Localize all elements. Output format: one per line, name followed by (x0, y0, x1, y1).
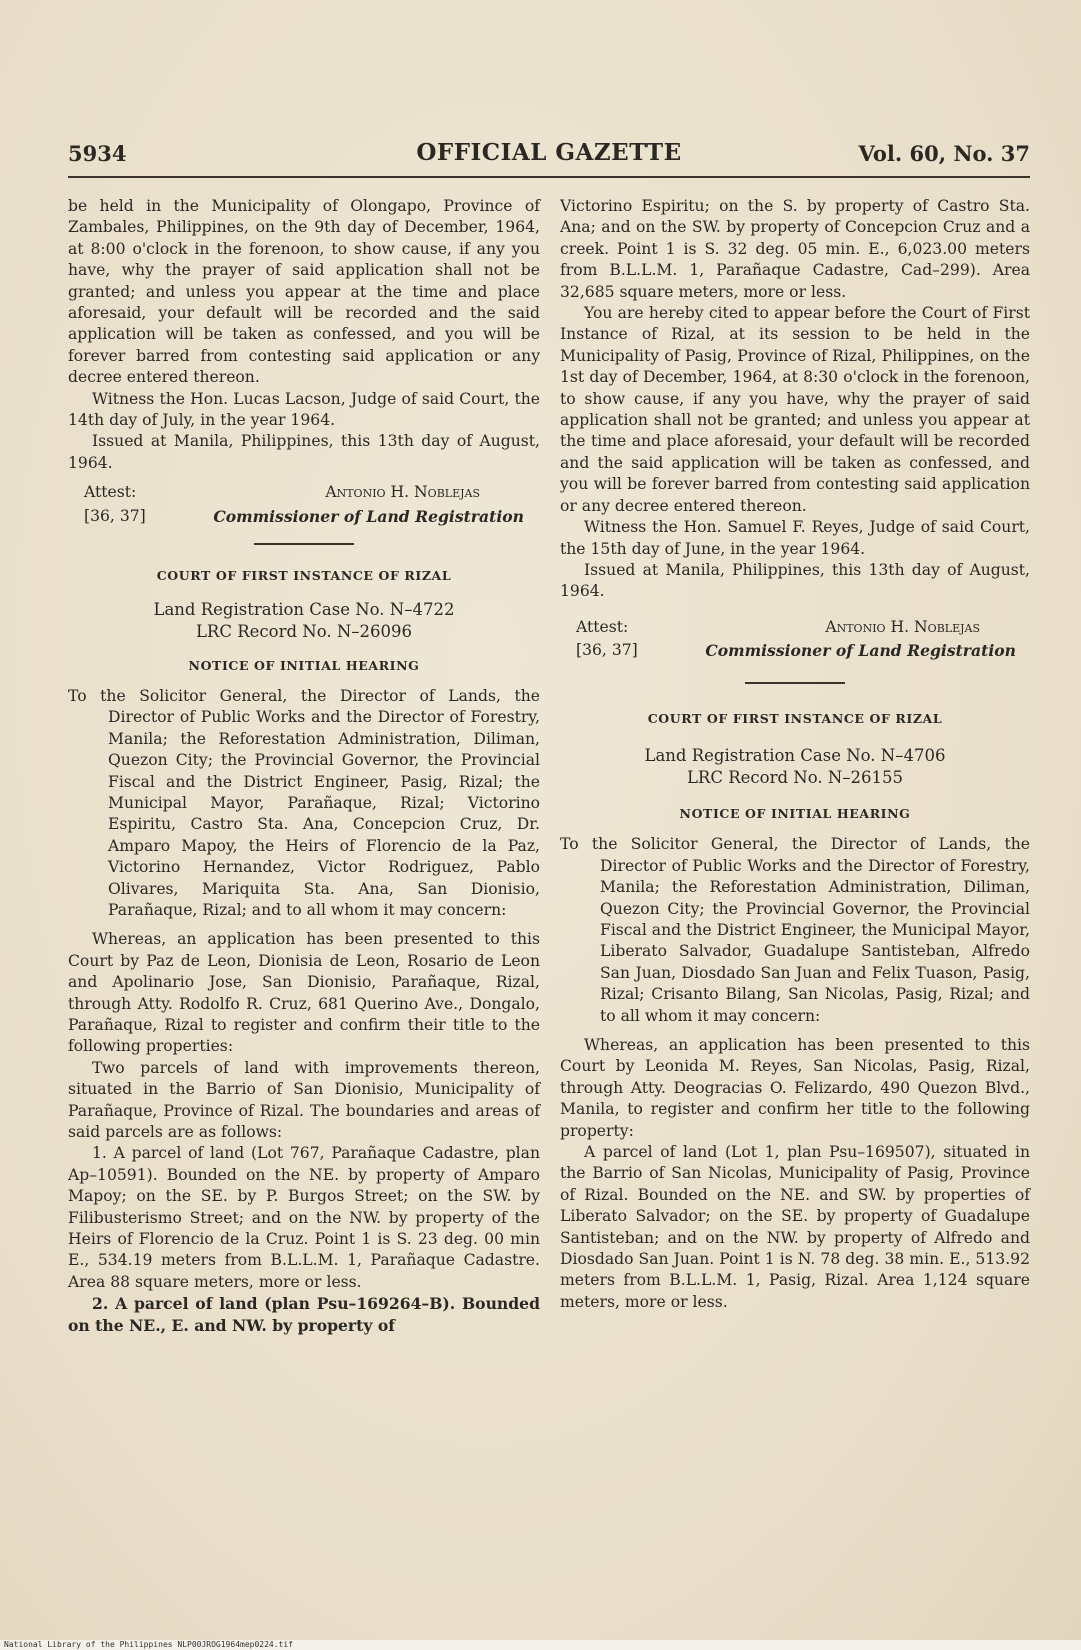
citation-paragraph: You are hereby cited to appear before the Court of First Instance of Rizal, at its session to be held in the Municipality of Pasig, Province of Rizal, Philippines, on the 1st day of December, 1964, at 8:30 o'clock in the forenoon, to show cause, if any you have, why the prayer of said application shall not be granted; and unless you appear at the time and place aforesaid, your default will be recorded and the said application will be taken as confessed, and you will be forever barred from contesting said application or any decree entered thereon. (560, 304, 1030, 515)
attestation (68, 482, 540, 527)
witness-paragraph: Witness the Hon. Lucas Lacson, Judge of said Court, the 14th day of July, in the year 1964. (68, 389, 540, 430)
commissioner-title: Commissioner of Land Registration (213, 506, 524, 526)
section-divider (254, 543, 354, 545)
scan-caption: National Library of the Philippines NLP00JROG1964mep0224.tif (4, 1640, 293, 1649)
lrc-record: LRC Record No. N–26096 (195, 621, 413, 641)
lrc-record: LRC Record No. N–26155 (686, 767, 904, 787)
addressees-paragraph: To the Solicitor General, the Director of Lands, the Director of Public Works and the Director of Forestry, Manila; the Reforestation Administration, Diliman, Quezon City; the Provincial Governor, the Provincial Fiscal and the District Engineer, Pasig, Rizal; the Municipal Mayor, Parañaque, Rizal; Victorino Espiritu, Castro Sta. Ana, Concepcion Cruz, Dr. Amparo Mapoy, the Heirs of Florencio de la Paz, Victorino Hernandez, Victor Rodriguez, Pablo Olivares, Mariquita Sta. Ana, San Dionisio, Parañaque, Rizal; and to all whom it may concern: (68, 686, 540, 919)
volume-number: Vol. 60, No. 37 (858, 141, 1030, 166)
page-header (68, 137, 1030, 171)
attestation (560, 617, 1030, 662)
whereas-paragraph: Whereas, an application has been presented to this Court by Paz de Leon, Dionisia de Leon, Rosario de Leon and Apolinario Jose, San Dionisio, Parañaque, Rizal, through Atty. Rodolfo R. Cruz, 681 Querino Ave., Dongalo, Parañaque, Rizal to register and confirm their title to the following properties: (68, 930, 540, 1056)
attest-label: Attest: (84, 483, 137, 502)
case-number: Land Registration Case No. N–4706 (644, 745, 946, 765)
scan-footer (0, 1640, 1081, 1650)
issued-paragraph: Issued at Manila, Philippines, this 13th day of August, 1964. (560, 560, 1030, 601)
parcel-description: A parcel of land (Lot 1, plan Psu–169507), situated in the Barrio of San Nicolas, Municipality of Pasig, Province of Rizal. Bounded on the NE. and SW. by properties of Liberato Salvador; on the SE. by property of Guadalupe Santisteban; and on the NW. by property of Alfredo and Diosdado San Juan. Point 1 is N. 78 deg. 38 min. E., 513.92 meters from B.L.L.M. 1, Pasig, Rizal. Area 1,124 square meters, more or less. (560, 1143, 1030, 1311)
continued-paragraph: be held in the Municipality of Olongapo, Province of Zambales, Philippines, on the 9th day of December, 1964, at 8:00 o'clock in the forenoon, to show cause, if any you have, why the prayer of said application shall not be granted; and unless you appear at the time and place aforesaid, your default will be recorded and the said application will be taken as confessed, and you will be forever barred from contesting said application or any decree entered thereon. (68, 197, 540, 387)
attest-label: Attest: (576, 617, 629, 636)
parcel-two: 2. A parcel of land (plan Psu–169264–B). Bounded on the NE., E. and NW. by property of (68, 1294, 540, 1335)
left-column (68, 196, 540, 1336)
section-divider (745, 682, 845, 684)
publication-title: OFFICIAL GAZETTE (416, 139, 682, 166)
notice-heading: NOTICE OF INITIAL HEARING (188, 657, 420, 673)
addressees-paragraph: To the Solicitor General, the Director of Lands, the Director of Public Works and the Director of Forestry, Manila; the Reforestation Administration, Diliman, Quezon City; the Provincial Governor, the Provincial Fiscal and the District Engineer, the Municipal Mayor, Liberato Salvador, Guadalupe Santisteban, Alfredo San Juan, Diosdado San Juan and Felix Tuason, Pasig, Rizal; Crisanto Bilang, San Nicolas, Pasig, Rizal; and to all whom it may concern: (560, 835, 1030, 1025)
witness-paragraph: Witness the Hon. Samuel F. Reyes, Judge of said Court, the 15th day of June, in the year 1964. (560, 518, 1030, 558)
commissioner-title: Commissioner of Land Registration (705, 641, 1016, 661)
notice-heading: NOTICE OF INITIAL HEARING (679, 805, 911, 821)
header-rule (68, 176, 1030, 178)
issue-reference: [36, 37] (576, 641, 638, 660)
continued-paragraph: Victorino Espiritu; on the S. by property of Castro Sta. Ana; and on the SW. by property of Concepcion Cruz and a creek. Point 1 is S. 32 deg. 05 min. E., 6,023.00 meters from B.L.L.M. 1, Parañaque Cadastre, Cad–299). Area 32,685 square meters, more or less. (560, 197, 1030, 301)
parcel-one: 1. A parcel of land (Lot 767, Parañaque Cadastre, plan Ap–10591). Bounded on the NE. by property of Amparo Mapoy; on the SE. by P. Burgos Street; on the SW. by Filibusterismo Street; and on the NW. by property of the Heirs of Florencio de la Cruz. Point 1 is S. 23 deg. 00 min E., 534.19 meters from B.L.L.M. 1, Parañaque Cadastre. Area 88 square meters, more or less. (68, 1144, 540, 1291)
commissioner-name: Antonio H. Noblejas (825, 617, 980, 636)
issued-paragraph: Issued at Manila, Philippines, this 13th day of August, 1964. (68, 432, 540, 472)
whereas-paragraph: Whereas, an application has been presented to this Court by Leonida M. Reyes, San Nicolas, Pasig, Rizal, through Atty. Deogracias O. Felizardo, 490 Quezon Blvd., Manila, to register and confirm her title to the following property: (560, 1036, 1030, 1140)
court-heading: COURT OF FIRST INSTANCE OF RIZAL (156, 568, 452, 584)
issue-reference: [36, 37] (84, 506, 146, 525)
commissioner-name: Antonio H. Noblejas (325, 483, 480, 502)
case-number: Land Registration Case No. N–4722 (153, 599, 455, 619)
parcels-intro: Two parcels of land with improvements thereon, situated in the Barrio of San Dionisio, Municipality of Parañaque, Province of Rizal. The boundaries and areas of said parcels are as follows: (68, 1058, 540, 1142)
right-column (560, 196, 1030, 1313)
court-heading: COURT OF FIRST INSTANCE OF RIZAL (647, 710, 943, 726)
page-number: 5934 (68, 141, 127, 166)
